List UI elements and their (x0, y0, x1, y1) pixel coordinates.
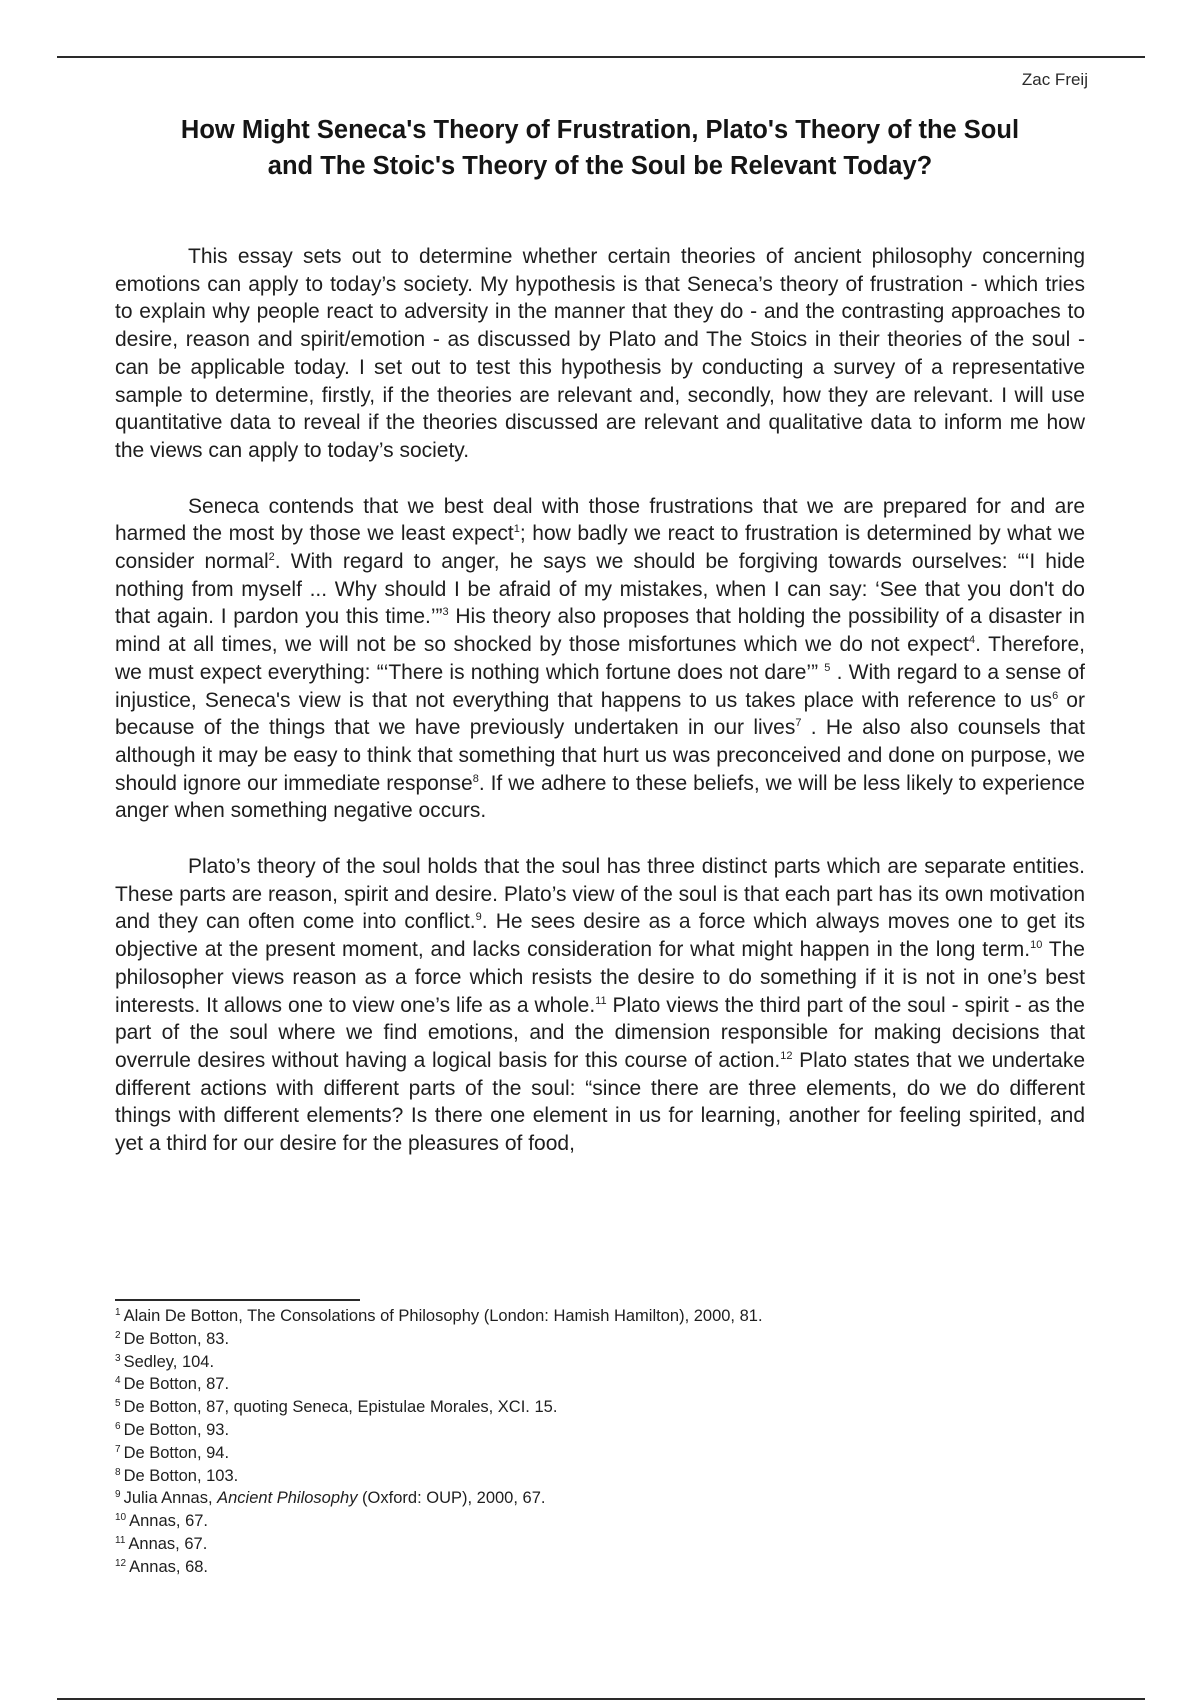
footnote-ref[interactable]: 8 (472, 772, 479, 785)
footnote-item (115, 1465, 1085, 1488)
paragraph-text: or because of the things that we have previously undertaken in our lives (115, 688, 1085, 740)
essay-body (115, 243, 1085, 1186)
paragraph-text: His theory also proposes that holding the possibility of a disaster in mind at all times, we will not be so shocked by those misfortunes which we do not expect (115, 605, 1085, 657)
footnote-item (115, 1487, 1085, 1510)
footnote-ref[interactable]: 5 (824, 661, 831, 674)
footnote-number: 1 (115, 1307, 121, 1318)
title-line-2: and The Stoic's Theory of the Soul be Relevant Today? (267, 152, 933, 180)
footnote-item (115, 1305, 1085, 1328)
footnote-text: Sedley, 104. (123, 1352, 215, 1371)
footnote-item (115, 1419, 1085, 1442)
footnote-number: 12 (115, 1557, 127, 1569)
paragraph-text: The philosopher views reason as a force which resists the desire to do something if it is not in one’s best interests. It allows one to view one’s life as a whole. (115, 938, 1085, 1017)
footnote-item (115, 1533, 1085, 1556)
footnote-text: De Botton, 93. (123, 1420, 230, 1439)
footnote-ref[interactable]: 1 (513, 523, 520, 536)
footnote-item (115, 1396, 1085, 1419)
top-rule (57, 56, 1145, 58)
footnote-text: Annas, 67. (128, 1534, 208, 1553)
paragraph-text: This essay sets out to determine whether certain theories of ancient philosophy concerning emotions can apply to today’s society. My hypothesis is that Seneca’s theory of frustration - which tries to explain why people react to adversity in the manner that they do - and the contrasting approaches to desire, reason and spirit/emotion - as discussed by Plato and The Stoics in their theories of the soul - can be applicable today. I set out to test this hypothesis by conducting a survey of a representative sample to determine, firstly, if the theories are relevant and, secondly, how they are relevant. I will use quantitative data to reveal if the theories discussed are relevant and qualitative data to inform me how the views can apply to today’s society. (115, 245, 1085, 462)
footnote-text: Julia Annas, (123, 1489, 218, 1508)
paragraph-text: . He sees desire as a force which always moves one to get its objective at the present moment, and lacks consideration for what might happen in the long term. (115, 910, 1085, 962)
paragraph-text: . Therefore, we must expect everything: “‘There is nothing which fortune does not dare’” (115, 633, 1086, 684)
paragraph-text: . If we adhere to these beliefs, we will be less likely to experience anger when something negative occurs. (115, 771, 1085, 823)
footnote-item (115, 1510, 1085, 1533)
footnote-number: 11 (115, 1534, 126, 1546)
paragraph-plato (115, 853, 1085, 1158)
paragraph-text: . With regard to anger, he says we should be forgiving towards ourselves: “‘I hide nothing from myself ... Why should I be afraid of my mistakes, when I can say: ‘See that you don't do that again. I pardon you this time.’” (115, 550, 1085, 629)
footnote-number: 4 (115, 1375, 121, 1387)
footnote-item (115, 1556, 1085, 1579)
essay-title (115, 112, 1085, 184)
footnote-item (115, 1328, 1085, 1351)
footnote-text: Alain De Botton, The Consolations of Philosophy (London: Hamish Hamilton), 2000, 81. (123, 1307, 763, 1325)
footnote-book-title: Ancient Philosophy (217, 1489, 358, 1508)
paragraph-text: . He also also counsels that although it may be easy to think that something that hurt us was preconceived and done on purpose, we should ignore our immediate response (115, 716, 1085, 795)
footnote-ref[interactable]: 2 (268, 551, 275, 564)
footnote-text: De Botton, 83. (123, 1329, 230, 1348)
footnote-number: 6 (115, 1420, 121, 1432)
footnote-item (115, 1442, 1085, 1465)
paragraph-text: Plato’s theory of the soul holds that the soul has three distinct parts which are separate entities. These parts are reason, spirit and desire. Plato’s view of the soul is that each part has its own motivation and they can often come into conflict. (115, 855, 1085, 934)
footnote-number: 7 (115, 1443, 121, 1455)
paragraph-intro (115, 243, 1085, 465)
paragraph-text: . With regard to a sense of injustice, Seneca's view is that not everything that happens to us takes place with reference to us (115, 660, 1086, 712)
footnote-ref[interactable]: 11 (595, 994, 607, 1007)
footnote-ref[interactable]: 3 (442, 606, 449, 619)
footnote-text: Annas, 68. (129, 1557, 209, 1576)
footnote-item (115, 1351, 1085, 1374)
footnote-text: De Botton, 103. (123, 1466, 239, 1485)
footnote-number: 3 (115, 1352, 121, 1364)
footnote-ref[interactable]: 12 (780, 1049, 793, 1062)
footnote-text: De Botton, 94. (123, 1443, 230, 1462)
footnote-text: Annas, 67. (129, 1512, 209, 1531)
footnote-ref[interactable]: 9 (475, 911, 482, 924)
title-line-1: How Might Seneca's Theory of Frustration, Plato's Theory of the Soul (180, 116, 1020, 144)
footnotes-list (115, 1305, 1085, 1579)
paragraph-text: Plato states that we undertake different actions with different parts of the soul: “since there are three elements, do we do different things with different elements? Is there one element in us for learning, another for feeling spirited, and yet a third for our desire for the pleasures of food, (115, 1048, 1085, 1156)
footnote-number: 8 (115, 1466, 121, 1478)
footnote-number: 10 (115, 1512, 127, 1524)
author-name: Zac Freij (1021, 70, 1088, 89)
footnote-text: (Oxford: OUP), 2000, 67. (357, 1489, 546, 1508)
footnote-ref[interactable]: 4 (969, 634, 976, 647)
footnote-number: 2 (115, 1329, 121, 1341)
footnote-ref[interactable]: 10 (1030, 939, 1043, 952)
footnote-item (115, 1373, 1085, 1396)
paragraph-seneca (115, 493, 1085, 825)
footnote-number: 9 (115, 1489, 121, 1501)
footnote-number: 5 (115, 1398, 121, 1410)
footnote-ref[interactable]: 7 (795, 717, 802, 730)
footnote-separator (115, 1299, 360, 1301)
footnote-text: De Botton, 87. (123, 1375, 230, 1394)
footnote-ref[interactable]: 6 (1052, 689, 1059, 702)
paragraph-text: Plato views the third part of the soul - spirit - as the part of the soul where we find emotions, and the dimension responsible for making decisions that overrule desires without having a logical basis for this course of action. (115, 993, 1085, 1072)
footnote-text: De Botton, 87, quoting Seneca, Epistulae Morales, XCI. 15. (123, 1398, 558, 1417)
paragraph-text: ; how badly we react to frustration is determined by what we consider normal (115, 522, 1085, 574)
paragraph-text: Seneca contends that we best deal with those frustrations that we are prepared for and are harmed the most by those we least expect (115, 494, 1085, 546)
